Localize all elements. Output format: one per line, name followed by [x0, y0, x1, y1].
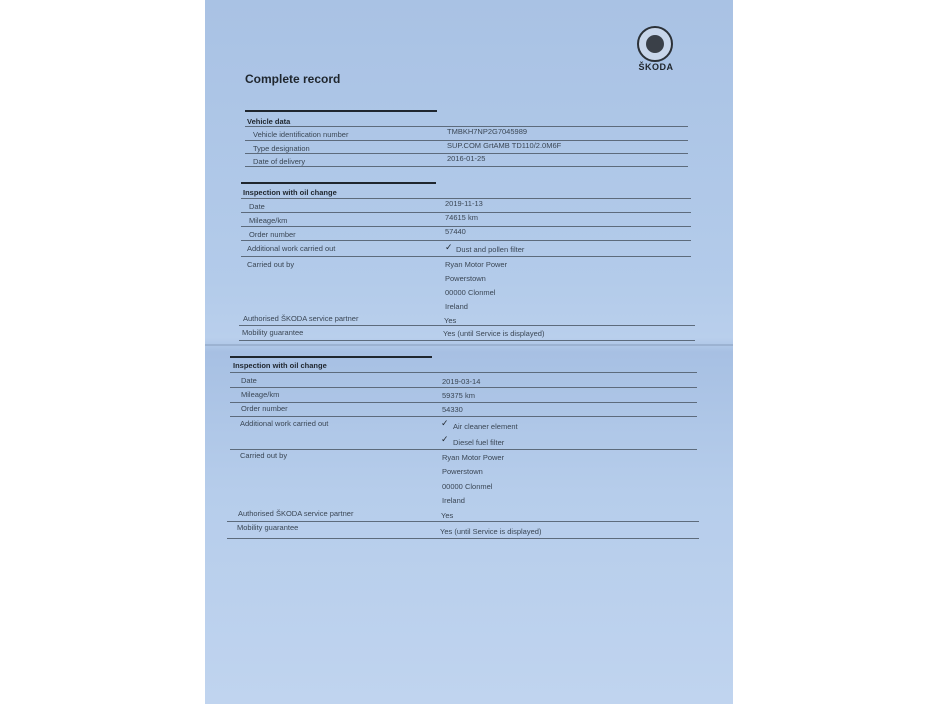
- checkmark-icon: ✓: [441, 418, 449, 428]
- row-divider: [230, 416, 697, 417]
- inspection1-mileage: 74615 km: [445, 213, 478, 222]
- type-value: SUP.COM GrtAMB TD110/2.0M6F: [447, 141, 562, 150]
- checkmark-icon: ✓: [445, 242, 453, 252]
- section-rule: [245, 110, 437, 112]
- document-page: [205, 0, 733, 704]
- inspection2-mobility: Yes (until Service is displayed): [440, 527, 542, 536]
- row-divider: [241, 240, 691, 241]
- inspection1-carried-line: 00000 Clonmel: [445, 288, 496, 297]
- inspection2-order: 54330: [442, 405, 463, 414]
- inspection1-partner: Yes: [444, 316, 457, 325]
- inspection1-header: Inspection with oil change: [243, 188, 337, 197]
- inspection1-partner-label: Authorised ŠKODA service partner: [243, 314, 359, 323]
- inspection1-mileage-label: Mileage/km: [249, 216, 288, 225]
- inspection1-additional-label: Additional work carried out: [247, 244, 336, 253]
- inspection2-additional-label: Additional work carried out: [240, 419, 329, 428]
- inspection1-mobility: Yes (until Service is displayed): [443, 329, 545, 338]
- delivery-label: Date of delivery: [253, 157, 306, 166]
- inspection1-date: 2019-11-13: [445, 199, 483, 208]
- row-divider: [245, 166, 688, 167]
- row-divider: [239, 325, 695, 326]
- inspection1-order: 57440: [445, 227, 466, 236]
- inspection2-partner: Yes: [441, 511, 454, 520]
- vin-label: Vehicle identification number: [253, 130, 349, 139]
- inspection1-carried-line: Ireland: [445, 302, 468, 311]
- paper-fold: [205, 344, 733, 346]
- inspection1-carried-line: Ryan Motor Power: [445, 260, 508, 269]
- inspection1-order-label: Order number: [249, 230, 296, 239]
- inspection2-date-label: Date: [241, 376, 257, 385]
- row-divider: [239, 340, 695, 341]
- row-divider: [227, 521, 699, 522]
- vehicle-data-header: Vehicle data: [247, 117, 291, 126]
- checkmark-icon: ✓: [441, 434, 449, 444]
- inspection1-carried-label: Carried out by: [247, 260, 295, 269]
- row-divider: [230, 387, 697, 388]
- row-divider: [241, 226, 691, 227]
- inspection2-header: Inspection with oil change: [233, 361, 327, 370]
- inspection2-partner-label: Authorised ŠKODA service partner: [238, 509, 354, 518]
- page-title: Complete record: [245, 72, 341, 86]
- inspection2-mileage: 59375 km: [442, 391, 475, 400]
- inspection1-additional-item: Dust and pollen filter: [456, 245, 525, 254]
- inspection2-carried-line: Ireland: [442, 496, 465, 505]
- section-rule: [230, 356, 432, 358]
- row-divider: [230, 402, 697, 403]
- inspection2-carried-line: Powerstown: [442, 467, 483, 476]
- vin-value: TMBKH7NP2G7045989: [447, 127, 528, 136]
- inspection1-carried-line: Powerstown: [445, 274, 486, 283]
- inspection2-additional-item: Diesel fuel filter: [453, 438, 505, 447]
- inspection2-additional-item: Air cleaner element: [453, 422, 518, 431]
- delivery-value: 2016-01-25: [447, 154, 486, 163]
- type-label: Type designation: [253, 144, 310, 153]
- section-rule: [241, 182, 436, 184]
- inspection2-mileage-label: Mileage/km: [241, 390, 280, 399]
- row-divider: [227, 538, 699, 539]
- inspection2-carried-label: Carried out by: [240, 451, 288, 460]
- inspection2-carried-line: Ryan Motor Power: [442, 453, 505, 462]
- skoda-logo-icon: [635, 26, 675, 62]
- inspection2-date: 2019-03-14: [442, 377, 481, 386]
- row-divider: [230, 449, 697, 450]
- inspection1-mobility-label: Mobility guarantee: [242, 328, 304, 337]
- row-divider: [230, 372, 697, 373]
- inspection2-carried-line: 00000 Clonmel: [442, 482, 493, 491]
- row-divider: [241, 256, 691, 257]
- inspection1-date-label: Date: [249, 202, 265, 211]
- inspection2-mobility-label: Mobility guarantee: [237, 523, 299, 532]
- brand-name: ŠKODA: [638, 62, 674, 72]
- inspection2-order-label: Order number: [241, 404, 288, 413]
